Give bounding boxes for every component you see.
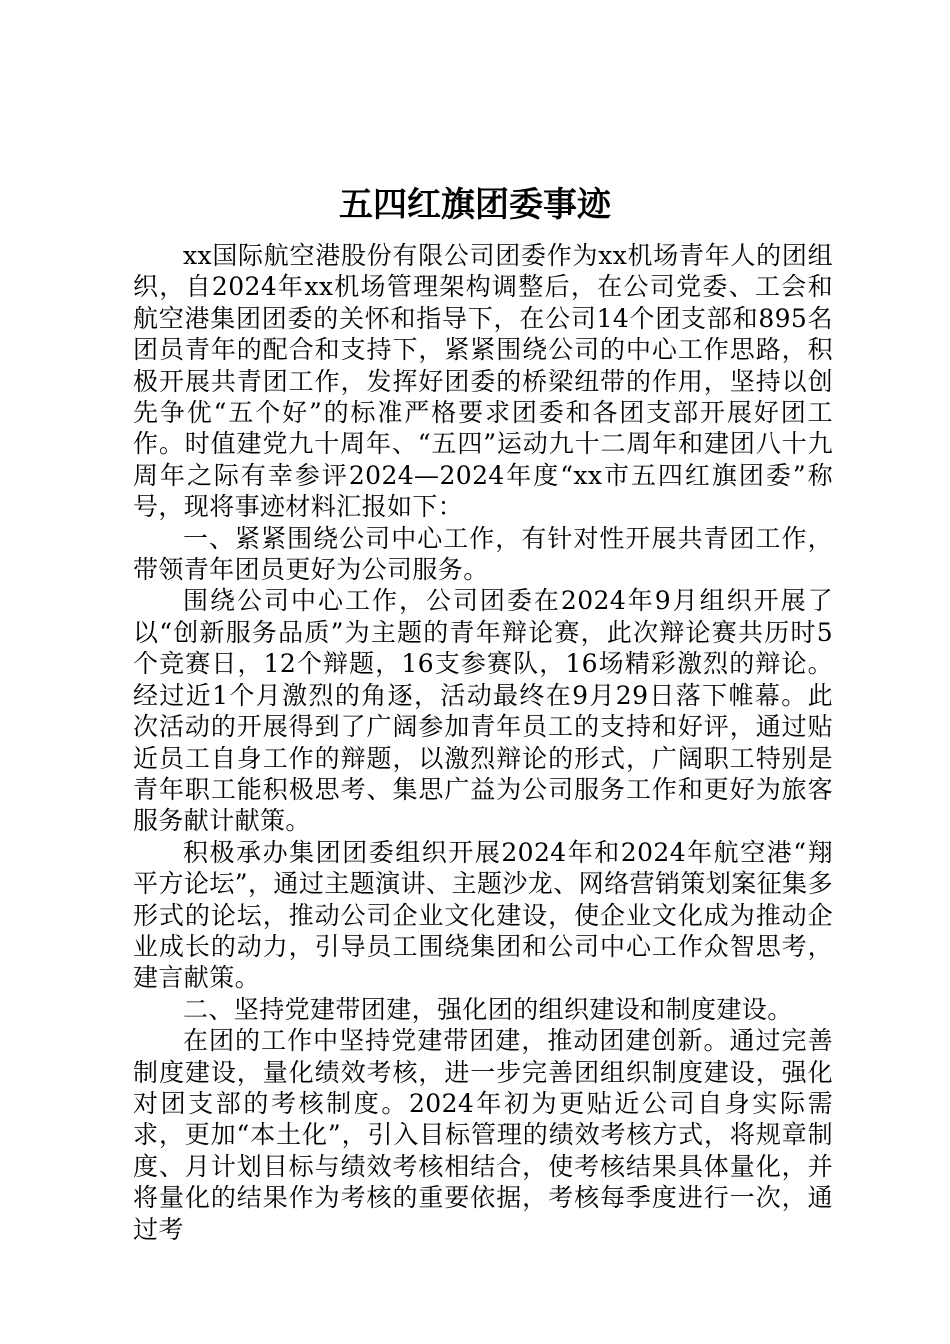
paragraph-party-building: 在团的工作中坚持党建带团建，推动团建创新。通过完善制度建设，量化绩效考核，进一步完善团组织制度建设，强化对团支部的考核制度。2024年初为更贴近公司自身实际需求，更加“本土化”，引入目标管理的绩效考核方式，将规章制度、月计划目标与绩效考核相结合，使考核结果具体量化，并将量化的结果作为考核的重要依据，考核每季度进行一次，通过考 bbox=[133, 1026, 833, 1244]
document-body bbox=[133, 240, 833, 1245]
section-heading-2: 二、坚持党建带团建，强化团的组织建设和制度建设。 bbox=[183, 994, 793, 1024]
paragraph-debate: 围绕公司中心工作，公司团委在2024年9月组织开展了以“创新服务品质”为主题的青年辩论赛，此次辩论赛共历时5个竞赛日，12个辩题，16支参赛队，16场精彩激烈的辩论。经过近1个月激烈的角逐，活动最终在9月29日落下帷幕。此次活动的开展得到了广阔参加青年员工的支持和好评，通过贴近员工自身工作的辩题，以激烈辩论的形式，广阔职工特别是青年职工能积极思考、集思广益为公司服务工作和更好为旅客服务献计献策。 bbox=[133, 586, 833, 836]
document-title: 五四红旗团委事迹 bbox=[339, 185, 611, 225]
section-heading-1: 一、紧紧围绕公司中心工作，有针对性开展共青团工作，带领青年团员更好为公司服务。 bbox=[133, 523, 833, 585]
paragraph-intro: xx国际航空港股份有限公司团委作为xx机场青年人的团组织，自2024年xx机场管理架构调整后，在公司党委、工会和航空港集团团委的关怀和指导下，在公司14个团支部和895名团员青年的配合和支持下，紧紧围绕公司的中心工作思路，积极开展共青团工作，发挥好团委的桥梁纽带的作用，坚持以创先争优“五个好”的标准严格要求团委和各团支部开展好团工作。时值建党九十周年、“五四”运动九十二周年和建团八十九周年之际有幸参评2024—2024年度“xx市五四红旗团委”称号，现将事迹材料汇报如下： bbox=[133, 241, 833, 522]
paragraph-forum: 积极承办集团团委组织开展2024年和2024年航空港“翔平方论坛”，通过主题演讲、主题沙龙、网络营销策划案征集多形式的论坛，推动公司企业文化建设，使企业文化成为推动企业成长的动力，引导员工围绕集团和公司中心工作众智思考，建言献策。 bbox=[133, 837, 833, 993]
